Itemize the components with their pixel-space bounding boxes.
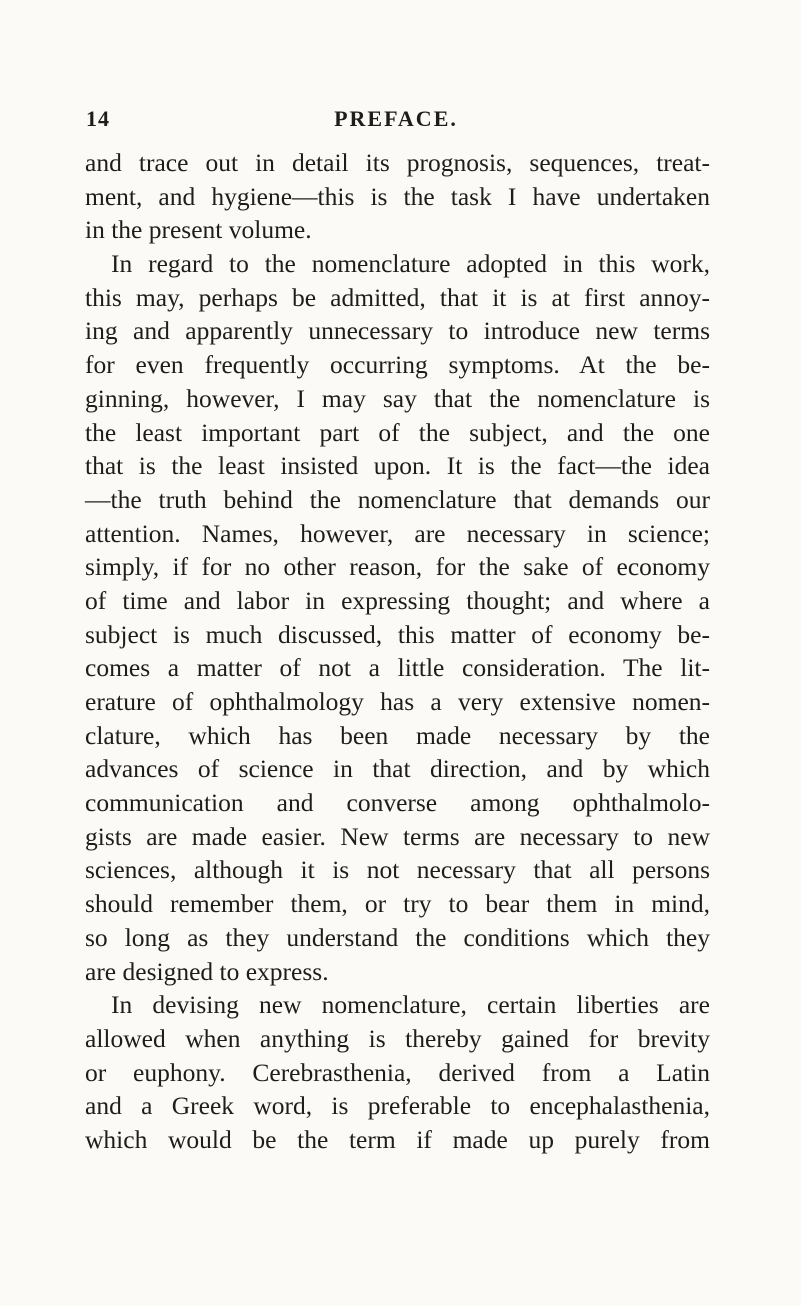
text-line: erature of ophthalmology has a very extensive nomen- [85, 687, 710, 716]
text-line: communication and converse among ophthalmolo- [85, 788, 710, 818]
page-header [86, 106, 706, 136]
body-text [85, 146, 710, 1157]
text-line: advances of science in that direction, and by which [85, 754, 710, 784]
text-line: —the truth behind the nomenclature that demands our [85, 484, 710, 514]
text-line: should remember them, or try to bear them in mind, [85, 889, 710, 919]
text-line: and a Greek word, is preferable to encephalasthenia, [85, 1091, 710, 1121]
page-number: 14 [86, 106, 110, 131]
running-head: PREFACE. [334, 106, 458, 131]
text-line: and trace out in detail its prognosis, sequences, treat- [85, 148, 710, 177]
text-line: this may, perhaps be admitted, that it is at first annoy- [85, 282, 710, 312]
paragraph-start-line: In regard to the nomenclature adopted in this work, [111, 249, 710, 279]
text-line: the least important part of the subject, and the one [85, 417, 710, 447]
text-line: comes a matter of not a little consideration. The lit- [85, 653, 710, 683]
text-line: allowed when anything is thereby gained for brevity [85, 1023, 710, 1053]
text-line: which would be the term if made up purely from [85, 1124, 710, 1154]
text-line: ment, and hygiene—this is the task I have undertaken [85, 181, 710, 211]
text-line: are designed to express. [85, 956, 329, 986]
text-line: simply, if for no other reason, for the sake of economy [85, 552, 710, 582]
text-line: in the present volume. [85, 215, 312, 245]
text-line: ginning, however, I may say that the nomenclature is [85, 383, 710, 413]
text-line: for even frequently occurring symptoms. At the be- [85, 350, 710, 380]
text-line: of time and labor in expressing thought; and where a [85, 585, 710, 615]
text-line: that is the least insisted upon. It is the fact—the idea [85, 451, 710, 481]
text-line: subject is much discussed, this matter of economy be- [85, 619, 710, 649]
text-line: or euphony. Cerebrasthenia, derived from a Latin [85, 1057, 710, 1087]
text-line: ing and apparently unnecessary to introduce new terms [85, 316, 710, 346]
text-line: attention. Names, however, are necessary in science; [85, 518, 710, 548]
text-line: clature, which has been made necessary by the [85, 720, 710, 750]
text-line: so long as they understand the conditions which they [85, 922, 710, 952]
text-line: gists are made easier. New terms are necessary to new [85, 821, 710, 851]
paragraph-start-line: In devising new nomenclature, certain liberties are [111, 990, 710, 1020]
text-line: sciences, although it is not necessary that all persons [85, 855, 710, 885]
